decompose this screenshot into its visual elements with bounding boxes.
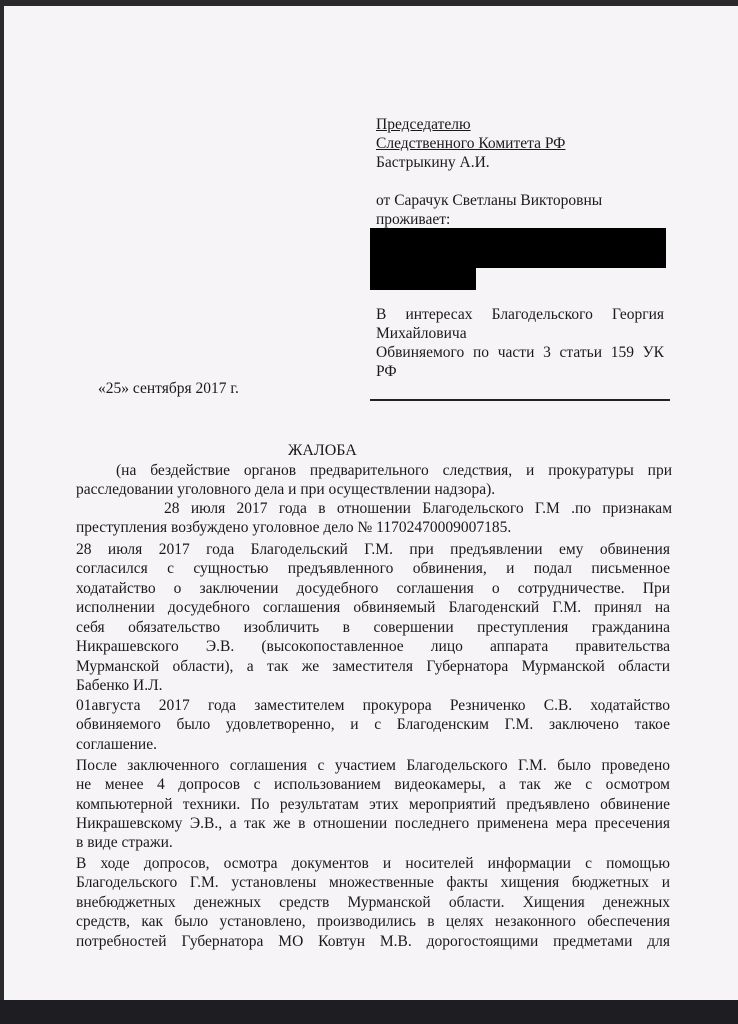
body-line: 28 июля 2017 года Благодельский Г.М. при предъявлении ему обвинения xyxy=(76,541,670,558)
addressee-line-1: Председателю xyxy=(376,116,471,133)
body-line: После заключенного соглашения с участием Благодельского Г.М. было проведено xyxy=(76,757,670,774)
body-line: средств, как было установлено, производились в целях незаконного обеспечения xyxy=(76,913,670,930)
body-line: не менее 4 допросов с использованием видеокамеры, а так же с осмотром xyxy=(76,776,670,793)
redaction-box xyxy=(370,228,666,268)
document-title: ЖАЛОБА xyxy=(288,442,357,459)
body-line: Благодельского Г.М. установлены множественные факты хищения бюджетных и xyxy=(76,874,670,891)
body-line: соглашение. xyxy=(76,736,157,753)
body-line: внебюджетных денежных средств Мурманской области. Хищения денежных xyxy=(76,894,670,911)
body-line: компьютерной техники. По результатам этих мероприятий предъявлено обвинение xyxy=(76,796,670,813)
interest-line-3: Обвиняемого по части 3 статьи 159 УК xyxy=(376,344,664,361)
interest-line-4: РФ xyxy=(376,363,397,380)
subtitle-line-2: расследовании уголовного дела и при осуществлении надзора). xyxy=(76,481,496,498)
redaction-box-tail xyxy=(370,266,476,290)
signature-rule xyxy=(370,399,670,401)
interest-line-2: Михайловича xyxy=(376,325,467,342)
addressee-line-2: Следственного Комитета РФ xyxy=(376,135,566,152)
document-date: «25» сентября 2017 г. xyxy=(98,380,239,397)
body-line: 01августа 2017 года заместителем прокурора Резниченко С.В. ходатайство xyxy=(76,697,670,714)
page-shadow xyxy=(0,1000,738,1024)
body-line: Бабенко И.Л. xyxy=(76,677,163,694)
sender-line-2: проживает: xyxy=(376,211,451,228)
body-line: потребностей Губернатора МО Ковтун М.В. дорогостоящими предметами для xyxy=(76,933,670,950)
subtitle-line-1: (на бездействие органов предварительного следствия, и прокуратуры при xyxy=(116,462,672,479)
body-line: обвиняемого было удовлетворенно, и с Благоденским Г.М. заключено такое xyxy=(76,716,670,733)
body-line: согласился с сущностью предъявленного обвинения, и подал письменное xyxy=(76,560,670,577)
body-line: В ходе допросов, осмотра документов и носителей информации с помощью xyxy=(76,855,670,872)
body-line: преступления возбуждено уголовное дело № 11702470009007185. xyxy=(76,519,512,536)
body-line: исполнении досудебного соглашения обвиняемый Благоденский Г.М. принял на xyxy=(76,599,670,616)
body-line: себя обязательство изобличить в совершении преступления гражданина xyxy=(76,619,670,636)
body-line: в виде стражи. xyxy=(76,834,173,851)
body-line: Никрашевского Э.В. (высокопоставленное лицо аппарата правительства xyxy=(76,638,670,655)
body-line: Никрашевскому Э.В., а так же в отношении последнего применена мера пресечения xyxy=(76,815,670,832)
sender-line-1: от Сарачук Светланы Викторовны xyxy=(376,192,603,209)
body-line: 28 июля 2017 года в отношении Благодельского Г.М .по признакам xyxy=(164,500,672,517)
body-line: ходатайство о заключении досудебного соглашения о сотрудничестве. При xyxy=(76,580,670,597)
body-line: Мурманской области), а так же заместителя Губернатора Мурманской области xyxy=(76,658,670,675)
interest-line-1: В интересах Благодельского Георгия xyxy=(376,306,664,323)
addressee-line-3: Бастрыкину А.И. xyxy=(376,154,490,171)
